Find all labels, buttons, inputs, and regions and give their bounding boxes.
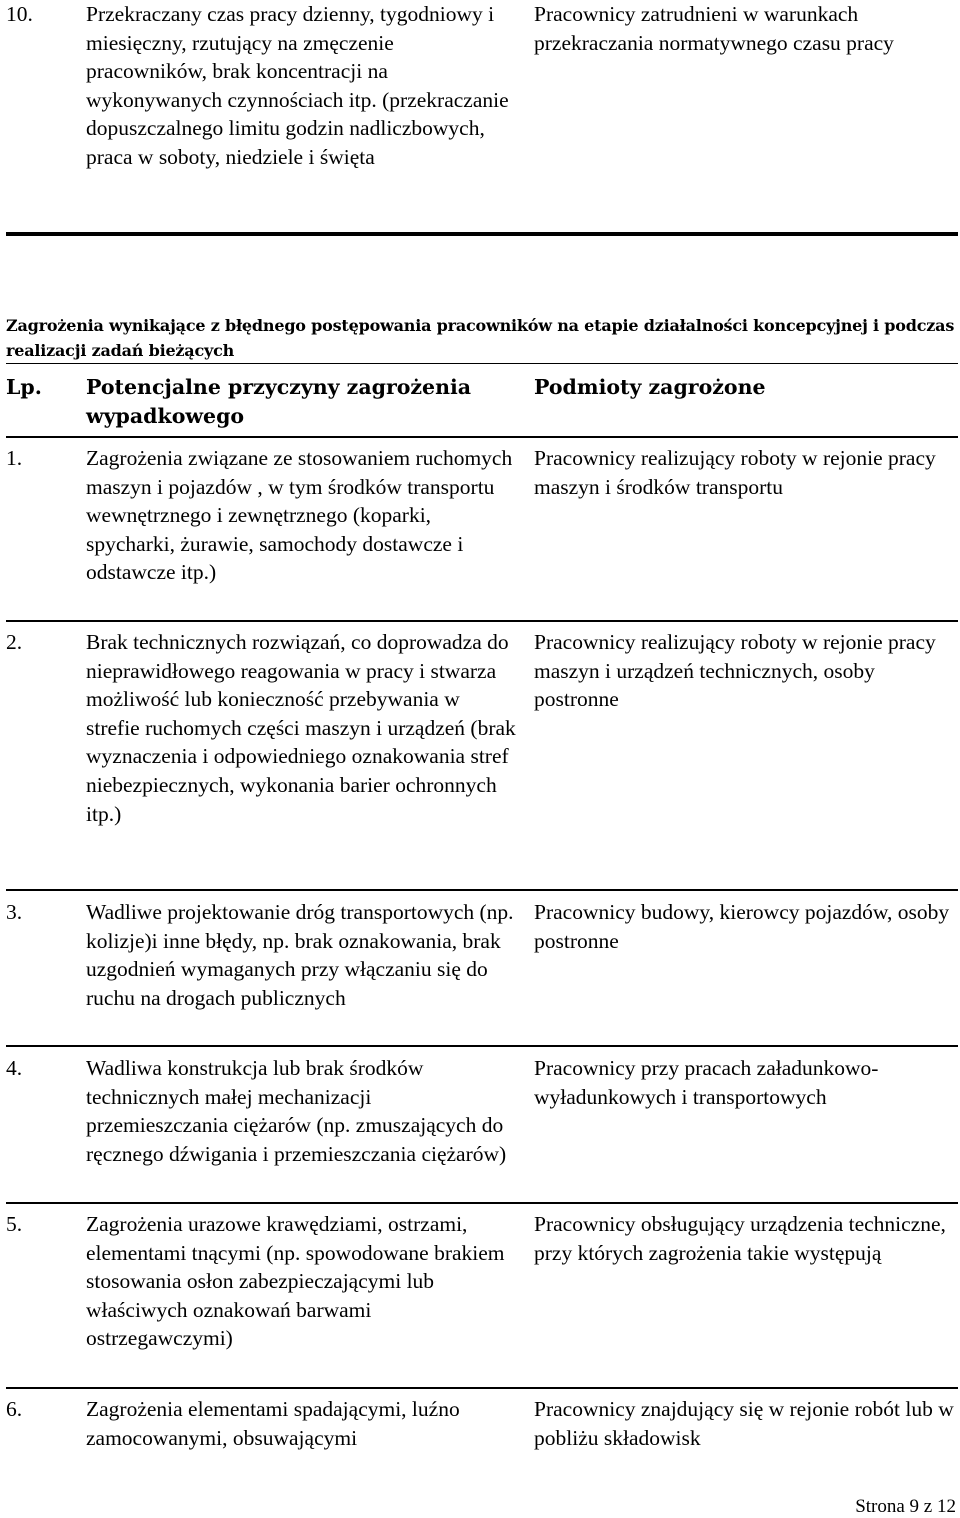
row-number: 4. [6, 1056, 23, 1080]
hazard-cause: Wadliwa konstrukcja lub brak środków technicznych małej mechanizacji przemieszczania ciężarów (np. zmuszających do ręcznego dźwigania i przemieszczania ciężarów) [86, 1056, 507, 1166]
header-subject: Podmioty zagrożone [534, 375, 766, 399]
exposed-persons: Pracownicy znajdujący się w rejonie robót lub w pobliżu składowisk [534, 1397, 954, 1450]
row-number: 10. [6, 2, 33, 26]
header-lp: Lp. [6, 375, 42, 399]
exposed-persons: Pracownicy obsługujący urządzenia techniczne, przy których zagrożenia takie występują [534, 1212, 946, 1265]
row-number: 2. [6, 630, 23, 654]
row-number: 5. [6, 1212, 23, 1236]
hazard-cause: Zagrożenia związane ze stosowaniem ruchomych maszyn i pojazdów , w tym środków transportu wewnętrznego i zewnętrznego (koparki, spycharki, żurawie, samochody dostawcze i odstawcze itp.) [86, 446, 513, 585]
exposed-persons: Pracownicy realizujący roboty w rejonie pracy maszyn i urządzeń technicznych, osoby postronne [534, 630, 936, 712]
row-number: 6. [6, 1397, 23, 1421]
row-divider [6, 1202, 958, 1204]
row-number: 1. [6, 446, 23, 470]
hazard-cause: Brak technicznych rozwiązań, co doprowadza do nieprawidłowego reagowania w pracy i stwarza możliwość lub konieczność przebywania w strefie ruchomych części maszyn i urządzeń (brak wyznaczenia i odpowiedniego oznakowania stref niebezpiecznych, wykonania barier ochronnych itp.) [86, 630, 516, 826]
hazard-cause: Przekraczany czas pracy dzienny, tygodniowy i miesięczny, rzutujący na zmęczenie pracowników, brak koncentracji na wykonywanych czynnościach itp. (przekraczanie dopuszczalnego limitu godzin nadliczbowych, praca w soboty, niedziele i święta [86, 2, 509, 169]
row-divider [6, 1387, 958, 1389]
hazard-cause: Wadliwe projektowanie dróg transportowych (np. kolizje)i inne błędy, np. brak oznakowania, brak uzgodnień wymaganych przy włączaniu się do ruchu na drogach publicznych [86, 900, 514, 1010]
hazard-cause: Zagrożenia elementami spadającymi, luźno zamocowanymi, obsuwającymi [86, 1397, 460, 1450]
table-bottom-border [6, 232, 958, 236]
row-divider [6, 1045, 958, 1047]
hazard-cause: Zagrożenia urazowe krawędziami, ostrzami, elementami tnącymi (np. spowodowane brakiem stosowania osłon zabezpieczającymi lub właściwych oznakowań barwami ostrzegawczymi) [86, 1212, 505, 1351]
exposed-persons: Pracownicy przy pracach załadunkowo-wyładunkowych i transportowych [534, 1056, 879, 1109]
exposed-persons: Pracownicy realizujący roboty w rejonie pracy maszyn i środków transportu [534, 446, 936, 499]
header-divider [6, 436, 958, 438]
row-divider [6, 620, 958, 622]
header-cause: Potencjalne przyczyny zagrożenia wypadkowego [86, 375, 472, 428]
row-divider [6, 889, 958, 891]
table-row-10 [6, 0, 958, 230]
exposed-persons: Pracownicy zatrudnieni w warunkach przekraczania normatywnego czasu pracy [534, 2, 894, 55]
page-number: Strona 9 z 12 [855, 1496, 956, 1517]
section-title-underline [6, 363, 958, 364]
row-number: 3. [6, 900, 23, 924]
section-title: Zagrożenia wynikające z błędnego postępowania pracowników na etapie działalności koncepcyjnej i podczas realizacji zadań bieżących [6, 316, 955, 360]
exposed-persons: Pracownicy budowy, kierowcy pojazdów, osoby postronne [534, 900, 950, 953]
